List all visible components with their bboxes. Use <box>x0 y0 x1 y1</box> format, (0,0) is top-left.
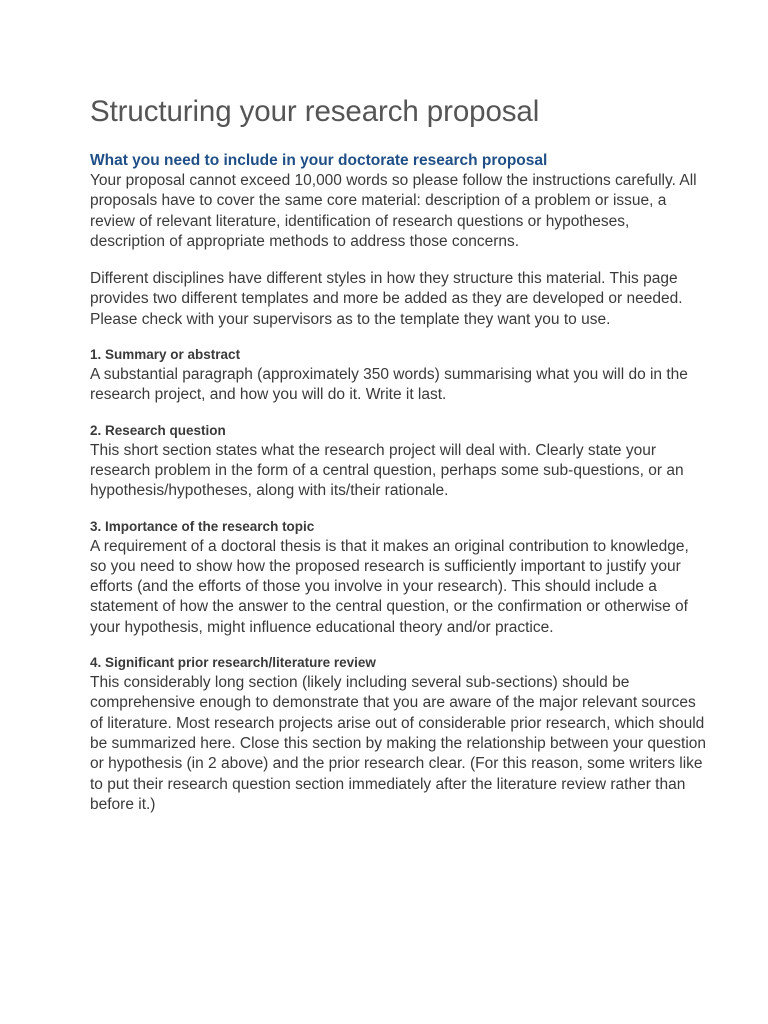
section-literature-review <box>90 654 708 815</box>
section-heading: 4. Significant prior research/literature review <box>90 655 376 671</box>
section-research-question <box>90 422 708 502</box>
section-body: A substantial paragraph (approximately 350 words) summarising what you will do in the research project, and how you will do it. Write it last. <box>90 366 688 404</box>
section-heading: 3. Importance of the research topic <box>90 518 315 534</box>
page-title: Structuring your research proposal <box>90 95 540 128</box>
section-importance <box>90 518 708 638</box>
intro-paragraph-2: Different disciplines have different styles in how they structure this material. This page provides two different templates and more be added as they are developed or needed. Please check with your supervisors as to the template they want you to use. <box>90 270 683 328</box>
section-body: This considerably long section (likely including several sub-sections) should be comprehensive enough to demonstrate that you are aware of the major relevant sources of literature. Most research projects arise out of considerable prior research, which should be summarized here. Close this section by making the relationship between your question or hypothesis (in 2 above) and the prior research clear. (For this reason, some writers like to put their research question section immediately after the literature review rather than before it.) <box>90 674 707 813</box>
section-body: This short section states what the research project will deal with. Clearly state your research problem in the form of a central question, perhaps some sub-questions, or an hypothesis/hypotheses, along with its/their rationale. <box>90 441 684 500</box>
intro-paragraph-1: Your proposal cannot exceed 10,000 words so please follow the instructions carefully. All proposals have to cover the same core material: description of a problem or issue, a review of relevant literature, identification of research questions or hypotheses, description of appropriate methods to address those concerns. <box>90 172 697 250</box>
section-heading: 2. Research question <box>90 422 226 438</box>
page-subtitle: What you need to include in your doctorate research proposal <box>90 152 548 169</box>
section-heading: 1. Summary or abstract <box>90 347 241 363</box>
section-body: A requirement of a doctoral thesis is that it makes an original contribution to knowledge, so you need to show how the proposed research is sufficiently important to justify your efforts (and the efforts of those you involve in your research). This should include a statement of how the answer to the central question, or the confirmation or otherwise of your hypothesis, might influence educational theory and/or practice. <box>90 537 689 636</box>
section-summary <box>90 346 708 406</box>
